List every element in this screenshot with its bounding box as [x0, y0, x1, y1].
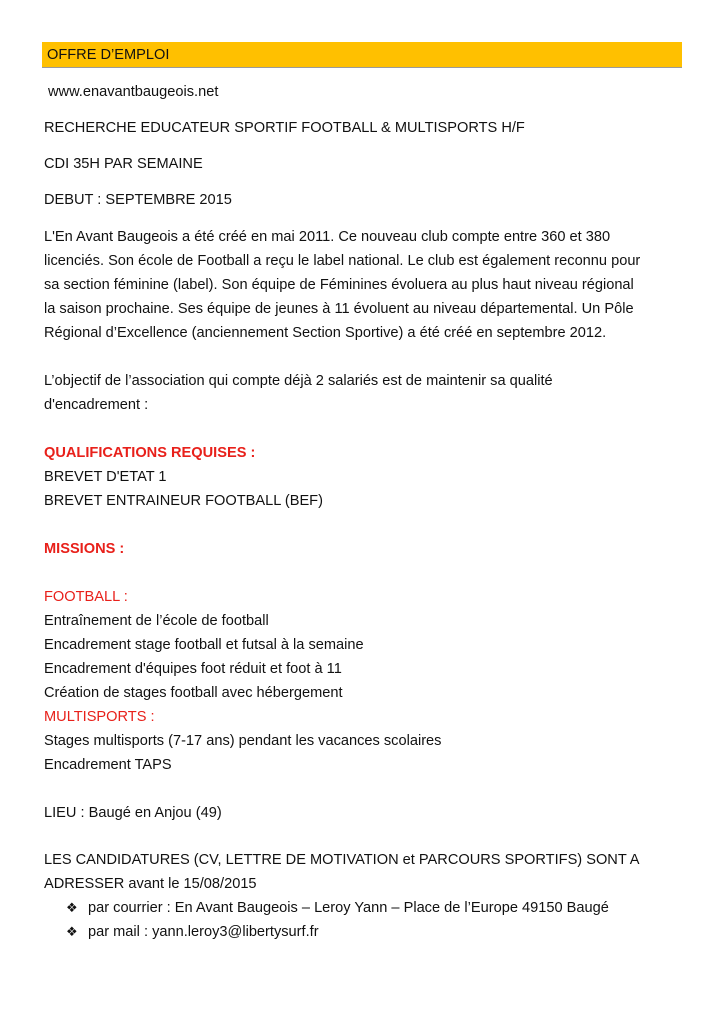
application-bullet-text: par courrier : En Avant Baugeois – Leroy Yann – Place de l’Europe 49150 Baugé [88, 900, 609, 916]
qualification-item: BREVET ENTRAINEUR FOOTBALL (BEF) [44, 493, 323, 509]
football-item: Encadrement d'équipes foot réduit et foot à 11 [44, 661, 342, 677]
intro-line: la saison prochaine. Ses équipe de jeunes à 11 évoluent au niveau départemental. Un Pôle [44, 301, 634, 317]
objective-paragraph [44, 369, 682, 417]
intro-line: licenciés. Son école de Football a reçu le label national. Le club est également reconnu pour [44, 253, 641, 269]
qualification-item: BREVET D'ETAT 1 [44, 469, 167, 485]
objective-line: L’objectif de l’association qui compte déjà 2 salariés est de maintenir sa qualité [44, 373, 553, 389]
football-heading: FOOTBALL : [44, 589, 128, 605]
start-date: DEBUT : SEPTEMBRE 2015 [44, 192, 232, 208]
application-bullet-mail-post [66, 896, 686, 920]
football-item: Encadrement stage football et futsal à la semaine [44, 637, 364, 653]
applications-line: LES CANDIDATURES (CV, LETTRE DE MOTIVATION et PARCOURS SPORTIFS) SONT A [44, 852, 640, 868]
multisports-item: Stages multisports (7-17 ans) pendant les vacances scolaires [44, 733, 442, 749]
banner-title: OFFRE D’EMPLOI [47, 46, 170, 63]
qualifications-section [44, 441, 682, 513]
missions-list [44, 585, 682, 777]
intro-line: L'En Avant Baugeois a été créé en mai 2011. Ce nouveau club compte entre 360 et 380 [44, 229, 611, 245]
job-offer-banner [42, 42, 682, 68]
four-diamond-bullet-icon: ❖ [66, 924, 78, 939]
qualifications-heading: QUALIFICATIONS REQUISES : [44, 445, 256, 461]
applications-text [44, 848, 682, 896]
application-bullet-text: par mail : yann.leroy3@libertysurf.fr [88, 924, 319, 940]
intro-line: sa section féminine (label). Son équipe de Féminines évoluera au plus haut niveau régional [44, 277, 634, 293]
objective-line: d'encadrement : [44, 397, 149, 413]
intro-line: Régional d’Excellence (anciennement Section Sportive) a été créé en septembre 2012. [44, 325, 607, 341]
multisports-heading: MULTISPORTS : [44, 709, 155, 725]
multisports-item: Encadrement TAPS [44, 757, 172, 773]
missions-heading: MISSIONS : [44, 541, 125, 557]
football-item: Entraînement de l’école de football [44, 613, 269, 629]
application-bullet-email [66, 920, 686, 944]
intro-paragraph [44, 225, 682, 345]
football-item: Création de stages football avec hébergement [44, 685, 343, 701]
job-title: RECHERCHE EDUCATEUR SPORTIF FOOTBALL & MULTISPORTS H/F [44, 120, 525, 136]
four-diamond-bullet-icon: ❖ [66, 900, 78, 915]
location-text: LIEU : Baugé en Anjou (49) [44, 805, 222, 821]
applications-line: ADRESSER avant le 15/08/2015 [44, 876, 257, 892]
contract-type: CDI 35H PAR SEMAINE [44, 156, 203, 172]
website-text: www.enavantbaugeois.net [48, 84, 219, 100]
